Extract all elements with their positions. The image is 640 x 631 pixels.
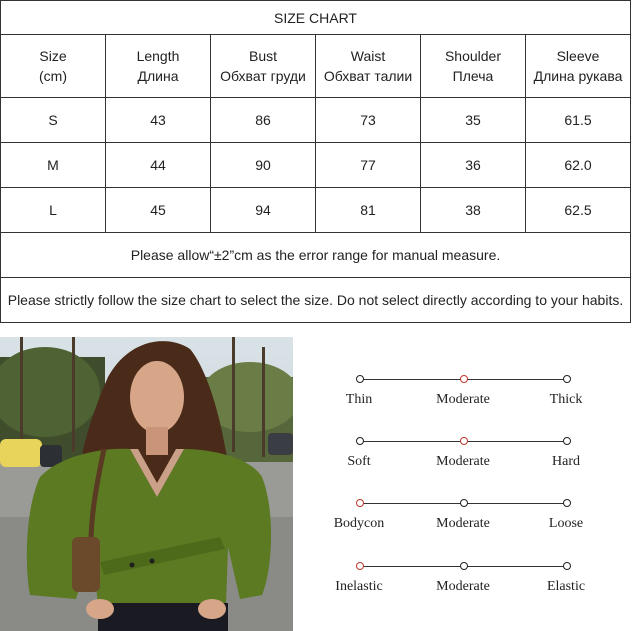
cell-length: 45 [106, 188, 211, 233]
cell-size: L [1, 188, 106, 233]
scale-label-moderate: Moderate [436, 392, 490, 407]
scale-dot-selected [460, 375, 468, 383]
cell-waist: 77 [316, 143, 421, 188]
cell-waist: 81 [316, 188, 421, 233]
fit-scale [325, 494, 615, 534]
table-row [1, 188, 631, 233]
thickness-scale [325, 370, 615, 410]
scale-dot-selected [460, 437, 468, 445]
scale-dot [460, 562, 468, 570]
scale-dot [356, 375, 364, 383]
scale-label-thick: Thick [549, 392, 583, 407]
scale-dot [460, 499, 468, 507]
scale-label-hard: Hard [552, 454, 580, 469]
header-sleeve: Sleeve Длина рукава [526, 35, 631, 98]
model-photo [0, 337, 293, 631]
scale-dot [563, 499, 571, 507]
header-length: Length Длина [106, 35, 211, 98]
cell-sleeve: 62.0 [526, 143, 631, 188]
size-chart-title: SIZE CHART [1, 1, 631, 35]
scale-label-inelastic: Inelastic [335, 579, 383, 594]
cell-sleeve: 61.5 [526, 98, 631, 143]
scale-dot [563, 437, 571, 445]
cell-bust: 94 [211, 188, 316, 233]
softness-scale [325, 432, 615, 472]
cell-shoulder: 35 [421, 98, 526, 143]
scale-label-moderate: Moderate [436, 579, 490, 594]
header-row [1, 35, 631, 98]
scale-dot [563, 375, 571, 383]
cell-shoulder: 36 [421, 143, 526, 188]
table-row [1, 98, 631, 143]
scale-label-moderate: Moderate [436, 516, 490, 531]
header-bust: Bust Обхват груди [211, 35, 316, 98]
cell-shoulder: 38 [421, 188, 526, 233]
follow-note-row [1, 278, 631, 323]
header-waist: Waist Обхват талии [316, 35, 421, 98]
header-shoulder: Shoulder Плеча [421, 35, 526, 98]
scale-label-bodycon: Bodycon [333, 516, 385, 531]
cell-length: 43 [106, 98, 211, 143]
elasticity-scale [325, 557, 615, 597]
scale-label-soft: Soft [347, 454, 371, 469]
table-row [1, 143, 631, 188]
scale-dot-selected [356, 562, 364, 570]
cell-size: S [1, 98, 106, 143]
size-advice-note: Please strictly follow the size chart to select the size. Do not select directly according to your habits. [1, 278, 631, 323]
error-range-note: Please allow“±2”cm as the error range for manual measure. [1, 233, 631, 278]
cell-waist: 73 [316, 98, 421, 143]
fabric-property-scales [325, 350, 615, 610]
scale-dot [563, 562, 571, 570]
cell-sleeve: 62.5 [526, 188, 631, 233]
error-note-row [1, 233, 631, 278]
cell-size: M [1, 143, 106, 188]
cell-bust: 86 [211, 98, 316, 143]
scale-label-moderate: Moderate [436, 454, 490, 469]
cell-bust: 90 [211, 143, 316, 188]
header-size: Size (cm) [1, 35, 106, 98]
scale-label-elastic: Elastic [546, 579, 586, 594]
scale-label-thin: Thin [345, 392, 373, 407]
scale-dot [356, 437, 364, 445]
cell-length: 44 [106, 143, 211, 188]
scale-dot-selected [356, 499, 364, 507]
scale-label-loose: Loose [548, 516, 584, 531]
